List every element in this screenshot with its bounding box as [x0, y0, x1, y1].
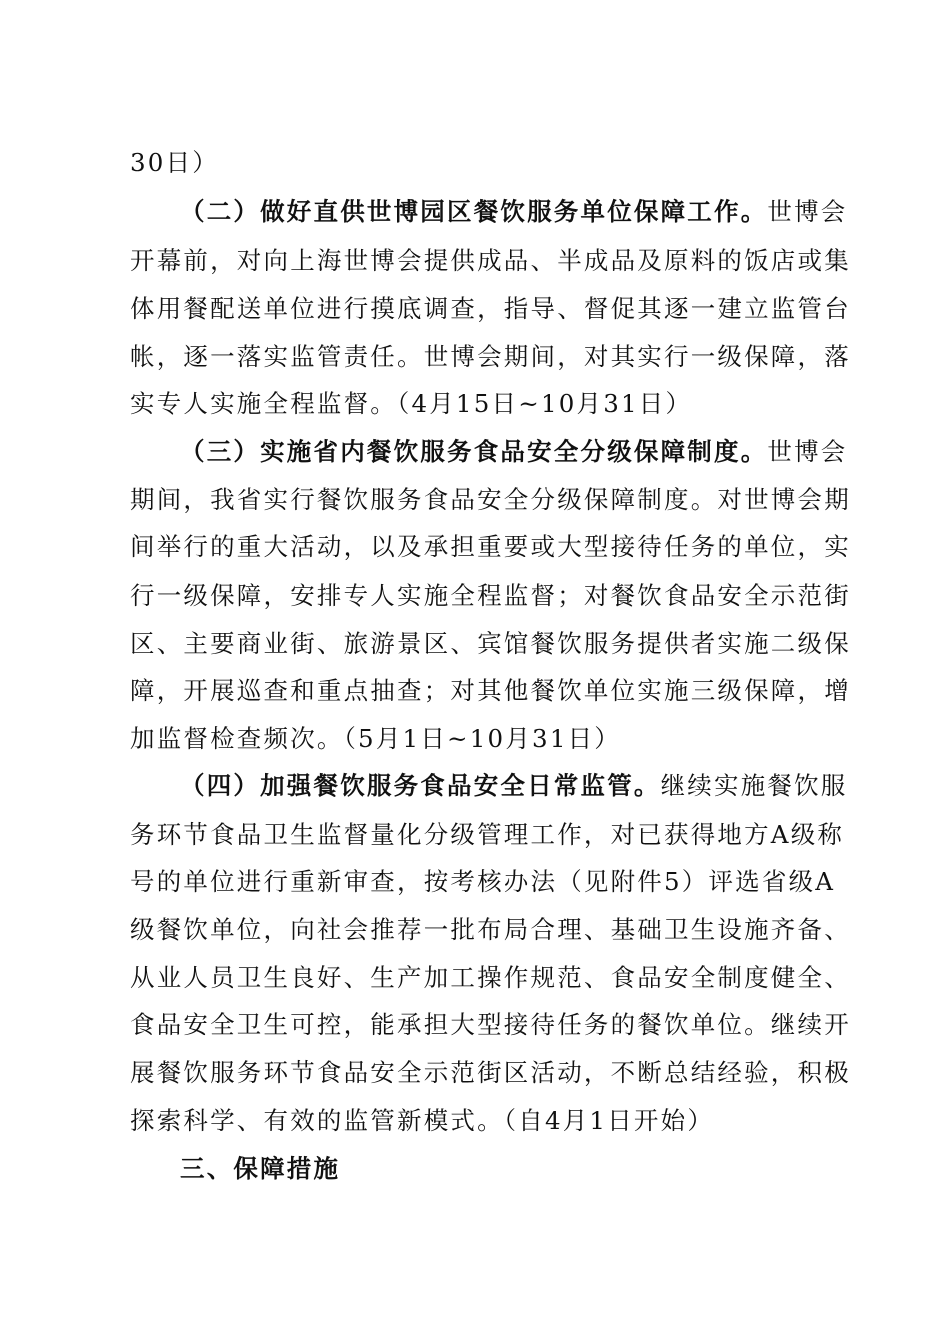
section-3-text: 世博会: [767, 437, 848, 466]
section-3-title: （三）实施省内餐饮服务食品安全分级保障制度。: [180, 437, 768, 466]
section-2-text: 世博会: [767, 197, 848, 226]
section-2-first-line: [180, 192, 848, 232]
text-line: 级餐饮单位，向社会推荐一批布局合理、基础卫生设施齐备、: [130, 915, 851, 944]
text-line: 区、主要商业街、旅游景区、宾馆餐饮服务提供者实施二级保: [130, 629, 851, 658]
text-line: 实专人实施全程监督。（4月15日~10月31日）: [130, 389, 693, 418]
section-3-first-line: [180, 432, 848, 472]
section-4-first-line: [180, 766, 848, 806]
text-line: 探索科学、有效的监管新模式。（自4月1日开始）: [130, 1106, 715, 1135]
text-line: 从业人员卫生良好、生产加工操作规范、食品安全制度健全、: [130, 963, 851, 992]
text-line: 体用餐配送单位进行摸底调查，指导、督促其逐一建立监管台: [130, 294, 851, 323]
text-line: 期间，我省实行餐饮服务食品安全分级保障制度。对世博会期: [130, 485, 851, 514]
section-heading: 三、保障措施: [180, 1154, 341, 1183]
text-line: 食品安全卫生可控，能承担大型接待任务的餐饮单位。继续开: [130, 1010, 851, 1039]
text-line: 展餐饮服务环节食品安全示范街区活动，不断总结经验，积极: [130, 1058, 851, 1087]
text-line: 帐，逐一落实监管责任。世博会期间，对其实行一级保障，落: [130, 342, 851, 371]
text-line: 加监督检查频次。（5月1日~10月31日）: [130, 724, 622, 753]
text-line: 间举行的重大活动，以及承担重要或大型接待任务的单位，实: [130, 532, 851, 561]
text-line: 障，开展巡查和重点抽查；对其他餐饮单位实施三级保障，增: [130, 676, 851, 705]
text-line: 开幕前，对向上海世博会提供成品、半成品及原料的饭店或集: [130, 246, 851, 275]
section-4-title: （四）加强餐饮服务食品安全日常监管。: [180, 771, 661, 800]
section-2-title: （二）做好直供世博园区餐饮服务单位保障工作。: [180, 197, 768, 226]
text-line: 行一级保障，安排专人实施全程监督；对餐饮食品安全示范街: [130, 581, 851, 610]
text-line: 号的单位进行重新审查，按考核办法（见附件5）评选省级A: [130, 867, 836, 896]
section-4-text: 继续实施餐饮服: [660, 771, 848, 800]
text-line: 30日）: [130, 148, 219, 177]
text-line: 务环节食品卫生监督量化分级管理工作，对已获得地方A级称: [130, 820, 845, 849]
